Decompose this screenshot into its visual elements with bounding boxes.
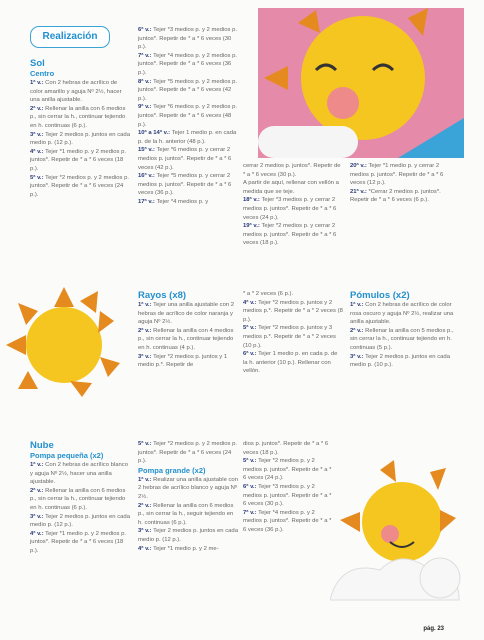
subsection-title: Centro (30, 69, 55, 78)
instruction-paragraph (138, 353, 238, 370)
instruction-paragraph (350, 301, 454, 327)
instruction-paragraph (138, 172, 238, 198)
instruction-text: Con 2 hebras de acrílico de color amarillo y aguja Nº 2½, hacer una anilla ajustable. (30, 80, 122, 104)
instruction-paragraph (350, 162, 454, 188)
instruction-paragraph (243, 179, 343, 196)
instruction-paragraph (30, 105, 130, 131)
instruction-text: Rellenar la anilla con 5 medios p., sin cerrar la h., continuar tejiendo en h. continuas (5 p.). (350, 327, 454, 351)
photo-sun-closeup (258, 8, 464, 158)
page-number: pág. 23 (423, 626, 444, 632)
instruction-text: Tejer *2 medios p. y cerrar 2 medios p. juntos*. Repetir de * a * 6 veces (18 p.). (243, 223, 337, 247)
section-title: Nube (30, 440, 54, 451)
instruction-paragraph (138, 545, 238, 554)
instruction-paragraph (138, 78, 238, 104)
subsection-title: Pompa pequeña (x2) (30, 451, 104, 460)
row-label: 19ª v.: (243, 223, 262, 230)
instruction-paragraph (243, 457, 335, 483)
instruction-paragraph (138, 440, 238, 466)
instruction-paragraph (30, 79, 130, 105)
instruction-paragraph (30, 487, 130, 513)
row-label: 2ª v.: (138, 502, 154, 509)
instruction-text: Rellenar la anilla con 6 medios p., sin cerrar la h., continuar tejiendo en h. continuas (6 p.). (30, 105, 126, 129)
instruction-text: Tejer *1 medio p. y 2 medios p. juntos*. Repetir de * a * 6 veces (18 p.). (30, 148, 127, 172)
row-label: 10ª a 14ª v.: (138, 130, 172, 137)
row-label: 3ª v.: (138, 353, 154, 360)
instruction-text: Rellenar la anilla con 6 medios p., sin cerrar la h., seguir tejiendo en h. continuas (6 p.). (138, 502, 234, 526)
instruction-paragraph (138, 527, 238, 544)
instruction-paragraph (243, 509, 335, 535)
instruction-text: Rellenar la anilla con 4 medios p., sin cerrar la h., continuar tejiendo en h. continuas (4 p.). (138, 327, 234, 351)
instruction-paragraph (30, 513, 130, 530)
instruction-paragraph (138, 52, 238, 78)
instruction-text: Tejer *6 medios p. y 2 medios p. juntos*. Repetir de * a * 6 veces (48 p.). (138, 104, 237, 128)
row-label: 5ª v.: (243, 325, 259, 332)
row-label: 18ª v.: (243, 197, 262, 204)
instruction-paragraph (243, 222, 343, 248)
instruction-text: Tejer *2 medios p. y 2 medios p. juntos*. Repetir de * a * 6 veces (24 p.). (30, 174, 129, 198)
photo-sun-side (0, 285, 128, 405)
instruction-paragraph (243, 440, 335, 457)
instruction-text: Tejer *5 medios p. y 2 medios p. juntos*. Repetir de * a * 6 veces (42 p.). (138, 78, 237, 102)
row-label: 7ª v.: (243, 509, 259, 516)
row-label: 20ª v.: (350, 163, 369, 169)
instruction-text: Tejer 2 medios p. juntos en cada medio p. (12 p.). (30, 131, 130, 147)
instruction-paragraph (350, 353, 454, 370)
subsection-title: Pompa grande (x2) (138, 465, 206, 475)
instruction-paragraph (138, 26, 238, 52)
instruction-paragraph (30, 461, 130, 487)
row-label: 1ª v.: (30, 462, 46, 468)
instruction-paragraph (243, 299, 343, 325)
instruction-text: Con 2 hebras de acrílico blanco y aguja Nº 2½, hacer una anilla ajustable. (30, 462, 129, 486)
row-label: 5ª v.: (243, 458, 259, 465)
instruction-text: * a * 2 veces (6 p.). (243, 291, 294, 297)
row-label: 4ª v.: (243, 299, 259, 306)
instruction-paragraph (243, 324, 343, 350)
col-e (243, 290, 343, 376)
instruction-paragraph (243, 483, 335, 509)
col-rayos (138, 290, 238, 370)
instruction-paragraph (138, 301, 238, 327)
photo-sun-cloud (330, 460, 464, 610)
instruction-text: Rellenar la anilla con 6 medios p., sin cerrar la h., continuar tejiendo en h. continuas (6 p.). (30, 487, 126, 511)
instruction-text: Tejer *4 medios p. y 2 medios p. juntos*. Repetir de * a * 6 veces (36 p.). (243, 509, 332, 533)
row-label: 2ª v.: (30, 487, 46, 494)
col-nube (30, 440, 130, 556)
col-f (138, 440, 238, 553)
instruction-text: Tejer *2 medios p. juntos y 2 medios p.*. Repetir de * a * 2 veces (8 p.). (243, 299, 343, 323)
row-label: 5ª v.: (138, 441, 154, 447)
row-label: 17ª v.: (138, 198, 157, 205)
instruction-paragraph (243, 290, 343, 299)
row-label: 15ª v.: (138, 147, 157, 154)
row-label: 2ª v.: (350, 327, 366, 334)
row-label: 3ª v.: (350, 353, 366, 360)
row-label: 5ª v.: (30, 174, 46, 181)
col-pomulos (350, 290, 454, 370)
instruction-paragraph (138, 327, 238, 353)
col-g (243, 440, 335, 535)
col-b (138, 26, 238, 206)
row-label: 3ª v.: (30, 513, 46, 520)
instruction-text: Tejer *4 medios p. y 2 medios p. juntos*. Repetir de * a * 6 veces (36 p.). (138, 52, 237, 76)
instruction-text: Tejer 2 medios p. juntos en cada medio p. (12 p.). (30, 513, 130, 529)
row-label: 1ª v.: (138, 476, 154, 483)
instruction-text: Tejer 1 medio p. en cada p. de la h. anterior (48 p.). (138, 130, 237, 145)
instruction-text: Tejer *3 medios p. y 2 medios p. juntos*. Repetir de * a * 6 veces (30 p.). (138, 27, 237, 51)
col-d (350, 162, 454, 205)
instruction-paragraph (243, 196, 343, 222)
instruction-text: Tejer 1 medio p. en cada p. de la h. anterior (10 p.). Rellenar con vellón. (243, 351, 338, 375)
instruction-text: cerrar 2 medios p. juntos*. Repetir de * a * 6 veces (30 p.). (243, 163, 341, 178)
row-label: 3ª v.: (30, 131, 46, 138)
col-sol-centro (30, 58, 130, 199)
row-label: 1ª v.: (350, 302, 366, 308)
row-label: 16ª v.: (138, 173, 157, 180)
instruction-text: Tejer *1 medio p. y 2 medios p. juntos*. Repetir de * a * 6 veces (18 p.). (30, 530, 127, 554)
instruction-text: *Cerrar 2 medios p. juntos*. Repetir de * a * 6 veces (6 p.). (350, 188, 441, 204)
row-label: 9ª v.: (138, 104, 154, 111)
section-header: Realización (30, 26, 110, 48)
instruction-paragraph (350, 327, 454, 353)
instruction-paragraph (30, 148, 130, 174)
instruction-paragraph (243, 350, 343, 376)
row-label: 21ª v.: (350, 188, 369, 195)
row-label: 2ª v.: (138, 327, 154, 334)
instruction-paragraph (243, 162, 343, 179)
row-label: 4ª v.: (30, 530, 46, 537)
instruction-text: Tejer una anilla ajustable con 2 hebras de acrílico de color naranja y aguja Nº 2½. (138, 302, 235, 326)
instruction-text: Con 2 hebras de acrílico de color rosa oscuro y aguja Nº 2½, realizar una anilla ajustable. (350, 302, 454, 326)
row-label: 6ª v.: (243, 351, 259, 358)
instruction-text: Tejer *2 medios p. juntos y 3 medios p.*. Repetir de * a * 2 veces (10 p.). (243, 325, 336, 349)
row-label: 4ª v.: (138, 545, 154, 552)
instruction-text: A partir de aquí, rellenar con vellón a medida que se teje. (243, 180, 339, 195)
row-label: 1ª v.: (138, 302, 154, 308)
instruction-paragraph (30, 530, 130, 556)
row-label: 7ª v.: (138, 52, 154, 59)
row-label: 6ª v.: (138, 27, 154, 33)
instruction-paragraph (138, 103, 238, 129)
instruction-paragraph (138, 146, 238, 172)
instruction-text: Tejer *5 medios p. y cerrar 2 medios p. juntos*. Repetir de * a * 6 veces (36 p.). (138, 173, 232, 197)
section-title: Pómulos (x2) (350, 290, 410, 301)
instruction-paragraph (30, 131, 130, 148)
instruction-text: Tejer 2 medios p. juntos en cada medio p. (10 p.). (350, 353, 450, 369)
instruction-paragraph (350, 188, 454, 205)
instruction-text: Realizar una anilla ajustable con 2 hebras de acrílico blanco y aguja Nº 2½. (138, 476, 238, 500)
section-title: Rayos (x8) (138, 290, 187, 301)
instruction-text: Tejer *1 medio p. y 2 me- (153, 545, 219, 552)
instruction-text: Tejer *3 medios p. y cerrar 2 medios p. juntos*. Repetir de * a * 6 veces (24 p.). (243, 197, 337, 221)
instruction-paragraph (138, 198, 238, 207)
instruction-paragraph (138, 129, 238, 146)
section-title: Sol (30, 58, 45, 69)
instruction-text: Tejer *4 medios p. y (156, 198, 209, 205)
row-label: 8ª v.: (138, 78, 154, 85)
instruction-paragraph (138, 502, 238, 528)
row-label: 6ª v.: (243, 483, 259, 490)
row-label: 3ª v.: (138, 528, 154, 535)
instruction-text: Tejer *2 medios p. juntos y 1 medio p.*. Repetir de (138, 353, 228, 369)
instruction-text: Tejer *3 medios p. y 2 medios p. juntos*. Repetir de * a * 6 veces (30 p.). (243, 483, 332, 508)
instruction-text: Tejer 2 medios p. juntos en cada medio p. (12 p.). (138, 528, 238, 543)
instruction-text: Tejer *1 medio p. y cerrar 2 medios p. juntos*. Repetir de * a * 6 veces (12 p.). (350, 163, 444, 187)
row-label: 2ª v.: (30, 105, 46, 112)
instruction-text: dios p. juntos*. Repetir de * a * 6 veces (18 p.). (243, 441, 329, 456)
instruction-paragraph (138, 476, 238, 502)
instruction-text: Tejer *2 medios p. y 2 medios p. juntos*. Repetir de * a * 6 veces (24 p.). (138, 441, 237, 465)
row-label: 4ª v.: (30, 148, 46, 155)
instruction-text: Tejer *2 medios p. y 2 medios p. juntos*. Repetir de * a * 6 veces (24 p.). (243, 458, 332, 482)
col-c (243, 162, 343, 248)
row-label: 1ª v.: (30, 80, 46, 86)
instruction-paragraph (30, 174, 130, 200)
instruction-text: Tejer *6 medios p. y cerrar 2 medios p. juntos*. Repetir de * a * 6 veces (42 p.). (138, 147, 232, 171)
